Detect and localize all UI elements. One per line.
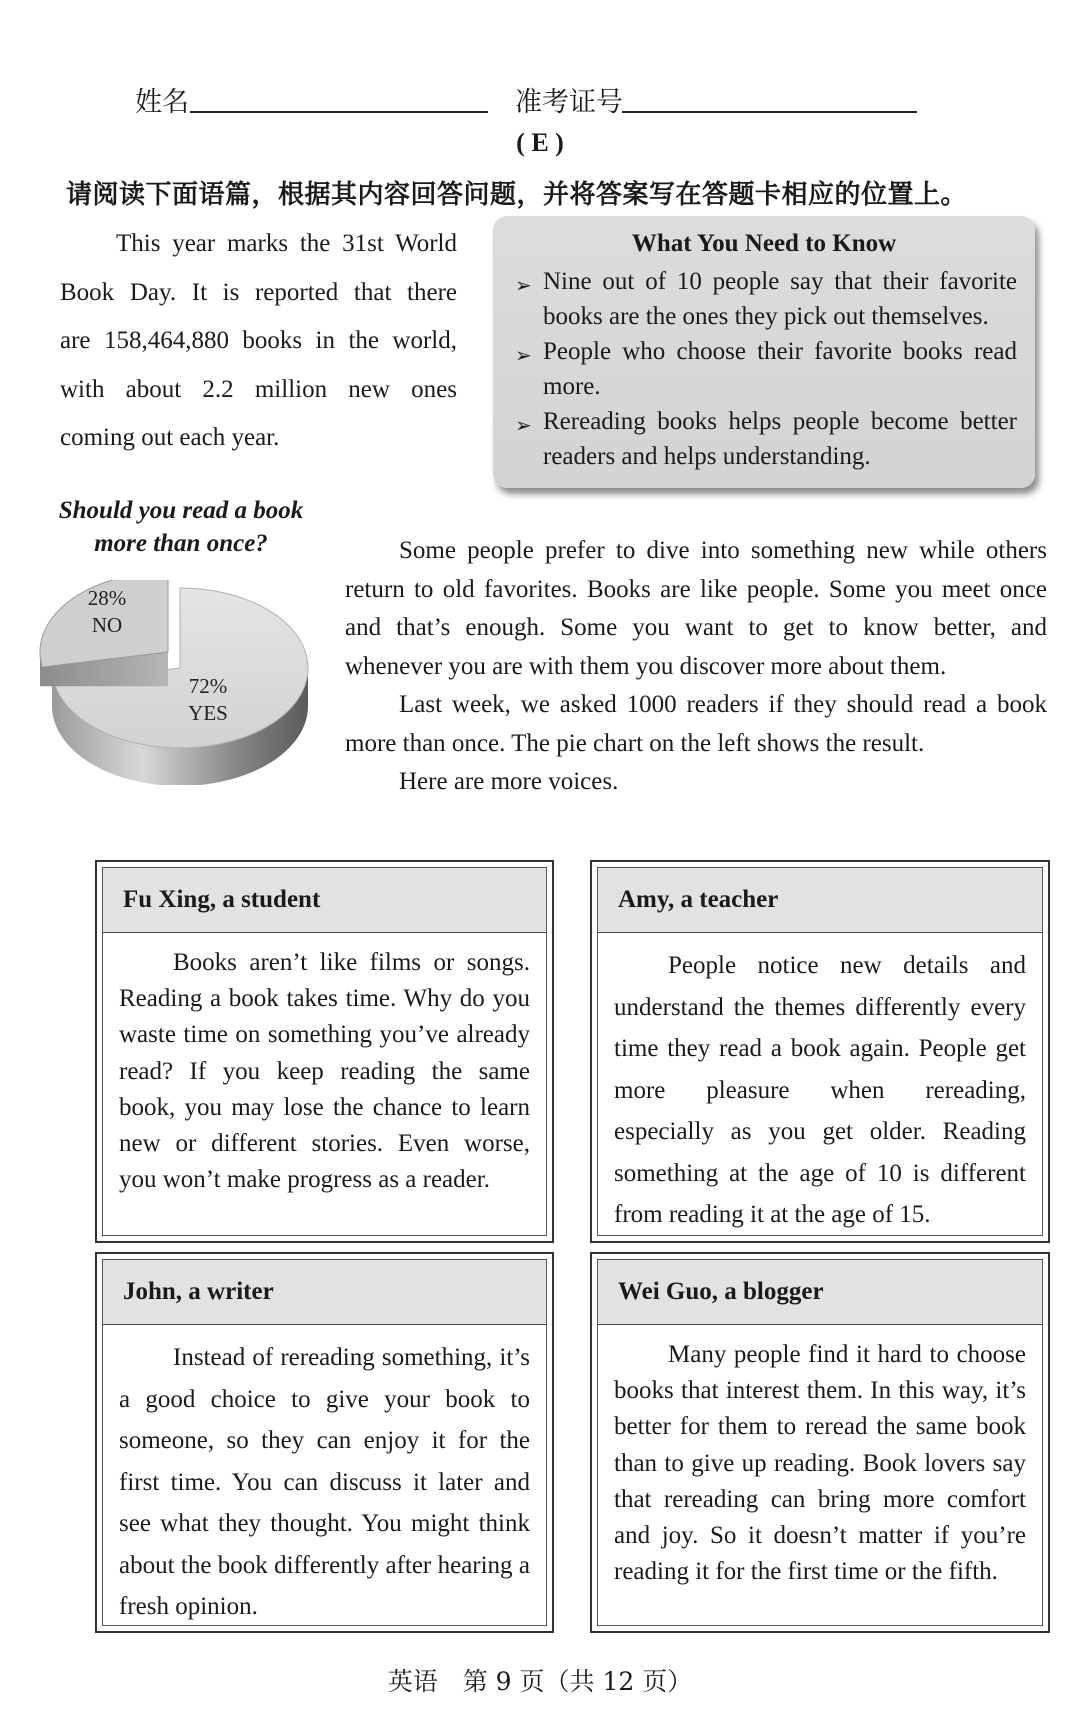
voice-card-wei-guo — [590, 1252, 1050, 1633]
voice-card-text: Instead of rereading something, it’s a good choice to give your book to someone, so they can enjoy it for the first time. You can discuss it later and see what they thought. You might think about the book differently after hearing a fresh opinion. — [119, 1344, 530, 1620]
box-bullet: ➢ People who choose their favorite books read more. — [515, 338, 1017, 400]
chart-title-line: Should you read a book — [58, 497, 304, 524]
chart-title-line: more than once? — [94, 530, 268, 557]
need-to-know-box — [493, 216, 1035, 488]
intro-line: with about 2.2 million new ones — [60, 375, 457, 403]
main-paragraph-1: Some people prefer to dive into something new while others return to old favorites. Books are like people. Some you meet once and that’s enough. Some you want to get to know better, and whenever you are with them you discover more about them. — [345, 537, 1047, 680]
intro-line: coming out each year. — [60, 424, 280, 451]
chart-title — [36, 494, 326, 560]
intro-line: are 158,464,880 books in the world, — [60, 327, 457, 354]
name-blank[interactable] — [190, 111, 488, 113]
main-text — [345, 532, 1047, 802]
voice-card-john — [95, 1252, 554, 1633]
name-label: 姓名 — [135, 87, 189, 117]
voice-card-text: Books aren’t like films or songs. Reading a book takes time. Why do you waste time on something you’ve already read? If you keep reading the same book, you may lose the chance to learn new or different stories. Even worse, you won’t make progress as a reader. — [119, 949, 530, 1194]
page-footer: 英语 第 9 页（共 12 页） — [387, 1667, 693, 1696]
voice-card-heading: Wei Guo, a blogger — [598, 1260, 1042, 1325]
voice-card-heading: John, a writer — [103, 1260, 546, 1325]
pie-label-yes: YES — [188, 701, 228, 725]
arrow-bullet-icon: ➢ — [515, 343, 532, 367]
exam-id-label: 准考证号 — [515, 87, 623, 117]
intro-line: Book Day. It is reported that there — [60, 278, 457, 306]
voice-card-text: Many people find it hard to choose books that interest them. In this way, it’s better for them to reread the same book than to give up reading. Book lovers say that rereading can bring more comfort and joy. So it doesn’t matter if you’re reading it for the first time or the fifth. — [614, 1341, 1026, 1586]
exam-id-blank[interactable] — [622, 111, 917, 113]
pie-label-yes-value: 72% — [188, 674, 228, 698]
box-bullet: ➢ Nine out of 10 people say that their favorite books are the ones they pick out themselves. — [515, 268, 1017, 330]
pie-label-no: NO — [91, 613, 123, 637]
arrow-bullet-icon: ➢ — [515, 413, 532, 437]
instruction: 请阅读下面语篇，根据其内容回答问题，并将答案写在答题卡相应的位置上。 — [66, 180, 968, 210]
pie-label-no-value: 28% — [87, 586, 127, 610]
intro-paragraph — [60, 220, 457, 463]
voice-card-heading: Fu Xing, a student — [103, 868, 546, 933]
voice-card-heading: Amy, a teacher — [598, 868, 1042, 933]
main-paragraph-3: Here are more voices. — [399, 768, 619, 795]
section-label: ( E ) — [516, 128, 564, 157]
box-bullet: ➢ Rereading books helps people become better readers and helps understanding. — [515, 408, 1017, 470]
arrow-bullet-icon: ➢ — [515, 273, 532, 297]
voice-card-fu-xing — [95, 860, 554, 1243]
voice-card-text: People notice new details and understand the themes differently every time they read a book again. People get more pleasure when rereading, especially as you get older. Reading something at the age of 10 is different from reading it at the age of 15. — [614, 952, 1026, 1228]
main-paragraph-2: Last week, we asked 1000 readers if they should read a book more than once. The pie chart on the left shows the result. — [345, 691, 1047, 757]
intro-line: This year marks the 31st World — [116, 230, 457, 257]
pie-chart — [30, 580, 330, 785]
box-title: What You Need to Know — [631, 230, 897, 257]
voice-card-amy — [590, 860, 1050, 1243]
